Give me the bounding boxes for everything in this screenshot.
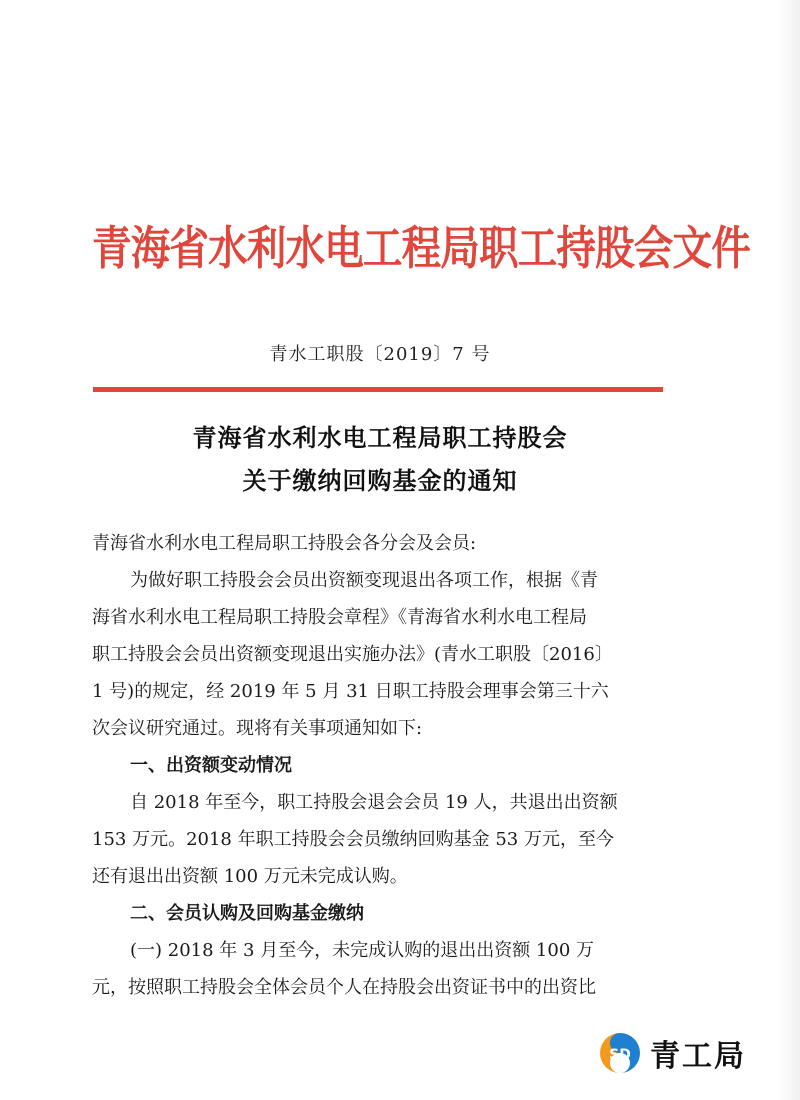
body-paragraph-line: (一) 2018 年 3 月至今，未完成认购的退出出资额 100 万 xyxy=(130,940,594,961)
svg-text:SD: SD xyxy=(609,1047,631,1063)
section-heading-1: 一、出资额变动情况 xyxy=(130,755,292,776)
logo-text: 青工局 xyxy=(650,1039,746,1074)
body-paragraph-line: 为做好职工持股会会员出资额变现退出各项工作，根据《青 xyxy=(130,570,598,591)
body-paragraph-line: 元，按照职工持股会全体会员个人在持股会出资证书中的出资比 xyxy=(92,977,596,998)
body-paragraph-line: 1 号)的规定，经 2019 年 5 月 31 日职工持股会理事会第三十六 xyxy=(92,681,609,702)
body-paragraph-line: 自 2018 年至今，职工持股会退会会员 19 人，共退出出资额 xyxy=(130,792,618,813)
body-paragraph-line: 还有退出出资额 100 万元未完成认购。 xyxy=(92,866,408,887)
notice-title-line-2: 关于缴纳回购基金的通知 xyxy=(242,466,518,495)
body-paragraph-line: 海省水利水电工程局职工持股会章程》《青海省水利水电工程局 xyxy=(92,607,587,628)
red-divider-line xyxy=(93,387,663,392)
logo-mark-icon xyxy=(598,1031,642,1075)
scan-edge-shadow xyxy=(778,0,800,1100)
body-paragraph-line: 153 万元。2018 年职工持股会会员缴纳回购基金 53 万元，至今 xyxy=(92,829,614,850)
notice-title-line-1: 青海省水利水电工程局职工持股会 xyxy=(192,423,568,452)
body-paragraph-line: 职工持股会会员出资额变现退出实施办法》(青水工职股〔2016〕 xyxy=(92,644,613,665)
salutation: 青海省水利水电工程局职工持股会各分会及会员: xyxy=(92,533,477,554)
document-header-title: 青海省水利水电工程局职工持股会文件 xyxy=(92,221,750,275)
document-number: 青水工职股〔2019〕7 号 xyxy=(269,344,491,365)
qinggongju-logo xyxy=(598,1028,758,1078)
section-heading-2: 二、会员认购及回购基金缴纳 xyxy=(130,903,364,924)
body-paragraph-line: 次会议研究通过。现将有关事项通知如下: xyxy=(92,718,423,739)
